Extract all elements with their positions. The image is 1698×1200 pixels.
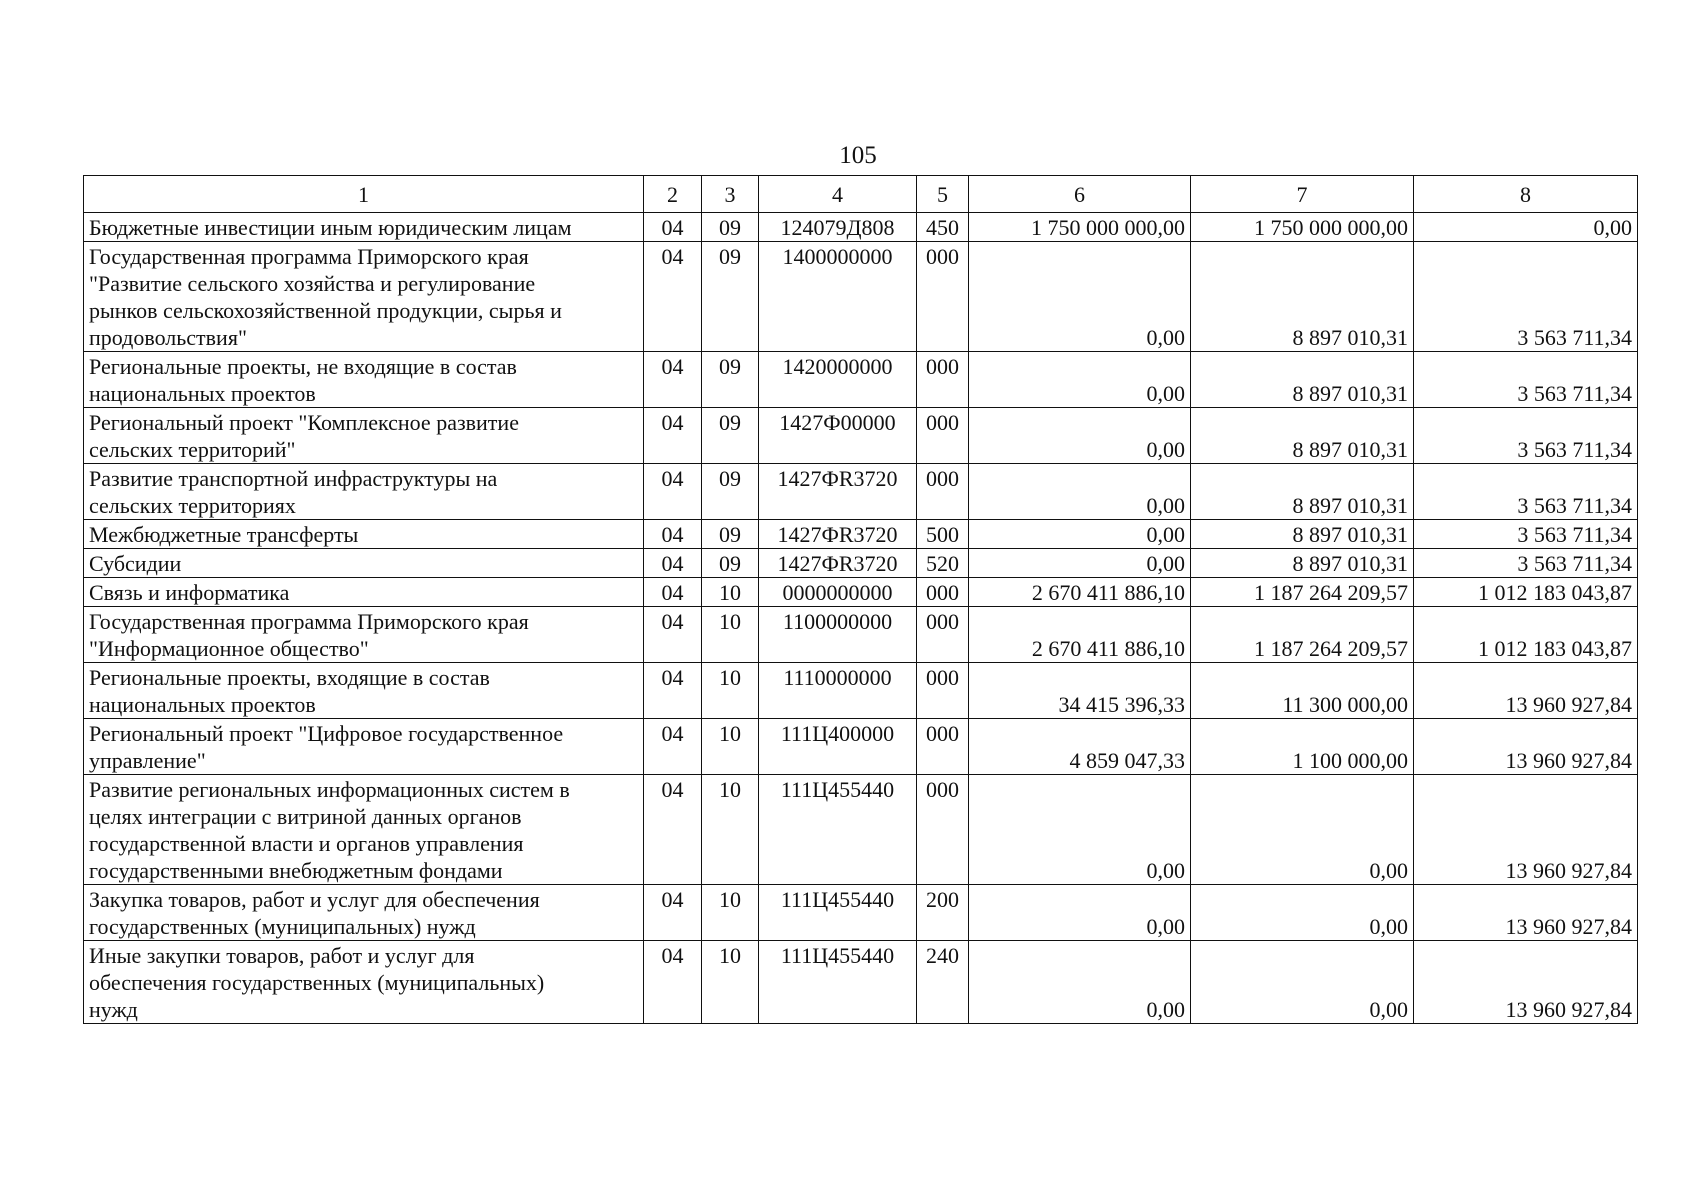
- table-row: [84, 663, 1638, 719]
- amount-col6-cell: 34 415 396,33: [969, 663, 1191, 719]
- amount-col6-cell: 0,00: [969, 775, 1191, 885]
- amount-col8-cell: 1 012 183 043,87: [1414, 607, 1638, 663]
- subsection-code-cell: 09: [702, 549, 759, 578]
- amount-col7-cell: 11 300 000,00: [1191, 663, 1414, 719]
- amount-col7-cell: 0,00: [1191, 775, 1414, 885]
- row-name-cell: [84, 242, 644, 352]
- expense-type-cell: 000: [917, 408, 969, 464]
- subsection-code-cell: 09: [702, 464, 759, 520]
- row-name-line: обеспечения государственных (муниципальных): [89, 970, 545, 995]
- row-name-line: Региональный проект "Комплексное развитие: [89, 410, 519, 435]
- table-row: [84, 213, 1638, 242]
- row-name-line: Межбюджетные трансферты: [89, 522, 359, 547]
- table-row: [84, 775, 1638, 885]
- row-name-line: Региональные проекты, входящие в состав: [89, 665, 490, 690]
- header-cell: 5: [917, 176, 969, 213]
- amount-col7-cell: 0,00: [1191, 941, 1414, 1024]
- amount-col8-cell: 3 563 711,34: [1414, 549, 1638, 578]
- row-name-line: рынков сельскохозяйственной продукции, сырья и: [89, 298, 562, 323]
- amount-col8-cell: 13 960 927,84: [1414, 775, 1638, 885]
- row-name-line: Государственная программа Приморского края: [89, 609, 529, 634]
- subsection-code-cell: 09: [702, 520, 759, 549]
- amount-col7-cell: 8 897 010,31: [1191, 408, 1414, 464]
- expense-type-cell: 000: [917, 719, 969, 775]
- target-article-cell: 1427ФR3720: [759, 520, 917, 549]
- amount-col8-cell: 13 960 927,84: [1414, 941, 1638, 1024]
- subsection-code-cell: 10: [702, 775, 759, 885]
- section-code-cell: 04: [644, 719, 702, 775]
- row-name-line: целях интеграции с витриной данных органов: [89, 804, 522, 829]
- subsection-code-cell: 09: [702, 242, 759, 352]
- expense-type-cell: 000: [917, 607, 969, 663]
- target-article-cell: 111Ц455440: [759, 775, 917, 885]
- table-row: [84, 578, 1638, 607]
- target-article-cell: 1420000000: [759, 352, 917, 408]
- expense-type-cell: 000: [917, 464, 969, 520]
- section-code-cell: 04: [644, 941, 702, 1024]
- row-name-line: Иные закупки товаров, работ и услуг для: [89, 943, 475, 968]
- row-name-cell: [84, 578, 644, 607]
- table-row: [84, 549, 1638, 578]
- row-name-line: Развитие региональных информационных систем в: [89, 777, 570, 802]
- section-code-cell: 04: [644, 607, 702, 663]
- target-article-cell: 111Ц400000: [759, 719, 917, 775]
- amount-col7-cell: 8 897 010,31: [1191, 242, 1414, 352]
- table-row: [84, 885, 1638, 941]
- row-name-line: национальных проектов: [89, 692, 316, 717]
- amount-col7-cell: 8 897 010,31: [1191, 464, 1414, 520]
- section-code-cell: 04: [644, 408, 702, 464]
- section-code-cell: 04: [644, 663, 702, 719]
- amount-col6-cell: 1 750 000 000,00: [969, 213, 1191, 242]
- target-article-cell: 0000000000: [759, 578, 917, 607]
- row-name-line: национальных проектов: [89, 381, 316, 406]
- amount-col8-cell: 13 960 927,84: [1414, 719, 1638, 775]
- amount-col7-cell: 1 750 000 000,00: [1191, 213, 1414, 242]
- header-cell: 7: [1191, 176, 1414, 213]
- section-code-cell: 04: [644, 464, 702, 520]
- table-row: [84, 352, 1638, 408]
- amount-col6-cell: 0,00: [969, 941, 1191, 1024]
- row-name-line: Связь и информатика: [89, 580, 290, 605]
- row-name-cell: [84, 549, 644, 578]
- subsection-code-cell: 09: [702, 352, 759, 408]
- row-name-line: Государственная программа Приморского края: [89, 244, 529, 269]
- amount-col7-cell: 1 187 264 209,57: [1191, 578, 1414, 607]
- table-row: [84, 941, 1638, 1024]
- expense-type-cell: 000: [917, 352, 969, 408]
- section-code-cell: 04: [644, 549, 702, 578]
- amount-col7-cell: 8 897 010,31: [1191, 520, 1414, 549]
- row-name-line: нужд: [89, 997, 138, 1022]
- header-cell: 3: [702, 176, 759, 213]
- subsection-code-cell: 10: [702, 885, 759, 941]
- target-article-cell: 124079Д808: [759, 213, 917, 242]
- target-article-cell: 1100000000: [759, 607, 917, 663]
- row-name-cell: [84, 213, 644, 242]
- expense-type-cell: 200: [917, 885, 969, 941]
- amount-col7-cell: 1 187 264 209,57: [1191, 607, 1414, 663]
- amount-col6-cell: 0,00: [969, 352, 1191, 408]
- expense-type-cell: 000: [917, 775, 969, 885]
- row-name-line: продовольствия": [89, 325, 247, 350]
- target-article-cell: 111Ц455440: [759, 941, 917, 1024]
- row-name-line: Региональный проект "Цифровое государственное: [89, 721, 564, 746]
- expense-type-cell: 450: [917, 213, 969, 242]
- section-code-cell: 04: [644, 775, 702, 885]
- row-name-line: государственными внебюджетным фондами: [89, 858, 503, 883]
- target-article-cell: 1427ФR3720: [759, 549, 917, 578]
- row-name-line: Региональные проекты, не входящие в состав: [89, 354, 517, 379]
- row-name-line: Бюджетные инвестиции иным юридическим лицам: [89, 215, 572, 240]
- expense-type-cell: 520: [917, 549, 969, 578]
- row-name-line: управление": [89, 748, 206, 773]
- table-row: [84, 719, 1638, 775]
- amount-col6-cell: 2 670 411 886,10: [969, 607, 1191, 663]
- amount-col6-cell: 0,00: [969, 408, 1191, 464]
- section-code-cell: 04: [644, 352, 702, 408]
- row-name-line: сельских территорий": [89, 437, 296, 462]
- amount-col8-cell: 0,00: [1414, 213, 1638, 242]
- subsection-code-cell: 10: [702, 607, 759, 663]
- table-row: [84, 464, 1638, 520]
- table-row: [84, 408, 1638, 464]
- row-name-cell: [84, 719, 644, 775]
- header-cell: 1: [84, 176, 644, 213]
- expense-type-cell: 000: [917, 578, 969, 607]
- row-name-cell: [84, 663, 644, 719]
- amount-col8-cell: 3 563 711,34: [1414, 464, 1638, 520]
- header-cell: 2: [644, 176, 702, 213]
- subsection-code-cell: 10: [702, 719, 759, 775]
- amount-col6-cell: 0,00: [969, 464, 1191, 520]
- header-cell: 6: [969, 176, 1191, 213]
- target-article-cell: 1427ФR3720: [759, 464, 917, 520]
- table-header-row: [84, 176, 1638, 213]
- row-name-line: "Развитие сельского хозяйства и регулирование: [89, 271, 536, 296]
- header-cell: 4: [759, 176, 917, 213]
- row-name-cell: [84, 464, 644, 520]
- amount-col8-cell: 13 960 927,84: [1414, 663, 1638, 719]
- target-article-cell: 1400000000: [759, 242, 917, 352]
- amount-col8-cell: 3 563 711,34: [1414, 352, 1638, 408]
- expense-type-cell: 000: [917, 242, 969, 352]
- row-name-cell: [84, 885, 644, 941]
- amount-col7-cell: 1 100 000,00: [1191, 719, 1414, 775]
- amount-col6-cell: 4 859 047,33: [969, 719, 1191, 775]
- header-cell: 8: [1414, 176, 1638, 213]
- page-number: 105: [839, 142, 877, 169]
- amount-col6-cell: 0,00: [969, 549, 1191, 578]
- row-name-cell: [84, 941, 644, 1024]
- amount-col6-cell: 0,00: [969, 885, 1191, 941]
- amount-col6-cell: 2 670 411 886,10: [969, 578, 1191, 607]
- expense-type-cell: 500: [917, 520, 969, 549]
- section-code-cell: 04: [644, 578, 702, 607]
- table-row: [84, 520, 1638, 549]
- row-name-line: государственных (муниципальных) нужд: [89, 914, 476, 939]
- row-name-cell: [84, 408, 644, 464]
- section-code-cell: 04: [644, 213, 702, 242]
- row-name-line: Развитие транспортной инфраструктуры на: [89, 466, 498, 491]
- row-name-line: "Информационное общество": [89, 636, 369, 661]
- subsection-code-cell: 10: [702, 941, 759, 1024]
- row-name-cell: [84, 775, 644, 885]
- section-code-cell: 04: [644, 242, 702, 352]
- table-row: [84, 242, 1638, 352]
- subsection-code-cell: 09: [702, 408, 759, 464]
- amount-col8-cell: 1 012 183 043,87: [1414, 578, 1638, 607]
- target-article-cell: 111Ц455440: [759, 885, 917, 941]
- subsection-code-cell: 10: [702, 663, 759, 719]
- row-name-line: Закупка товаров, работ и услуг для обеспечения: [89, 887, 540, 912]
- section-code-cell: 04: [644, 885, 702, 941]
- subsection-code-cell: 10: [702, 578, 759, 607]
- amount-col7-cell: 8 897 010,31: [1191, 549, 1414, 578]
- amount-col7-cell: 0,00: [1191, 885, 1414, 941]
- amount-col8-cell: 3 563 711,34: [1414, 408, 1638, 464]
- amount-col8-cell: 13 960 927,84: [1414, 885, 1638, 941]
- amount-col8-cell: 3 563 711,34: [1414, 520, 1638, 549]
- table-row: [84, 607, 1638, 663]
- subsection-code-cell: 09: [702, 213, 759, 242]
- row-name-line: сельских территориях: [89, 493, 296, 518]
- expense-type-cell: 240: [917, 941, 969, 1024]
- row-name-line: Субсидии: [89, 551, 182, 576]
- row-name-cell: [84, 607, 644, 663]
- row-name-line: государственной власти и органов управления: [89, 831, 524, 856]
- amount-col8-cell: 3 563 711,34: [1414, 242, 1638, 352]
- row-name-cell: [84, 520, 644, 549]
- row-name-cell: [84, 352, 644, 408]
- amount-col7-cell: 8 897 010,31: [1191, 352, 1414, 408]
- target-article-cell: 1427Ф00000: [759, 408, 917, 464]
- expense-type-cell: 000: [917, 663, 969, 719]
- target-article-cell: 1110000000: [759, 663, 917, 719]
- amount-col6-cell: 0,00: [969, 242, 1191, 352]
- budget-table: [83, 175, 1638, 1024]
- section-code-cell: 04: [644, 520, 702, 549]
- amount-col6-cell: 0,00: [969, 520, 1191, 549]
